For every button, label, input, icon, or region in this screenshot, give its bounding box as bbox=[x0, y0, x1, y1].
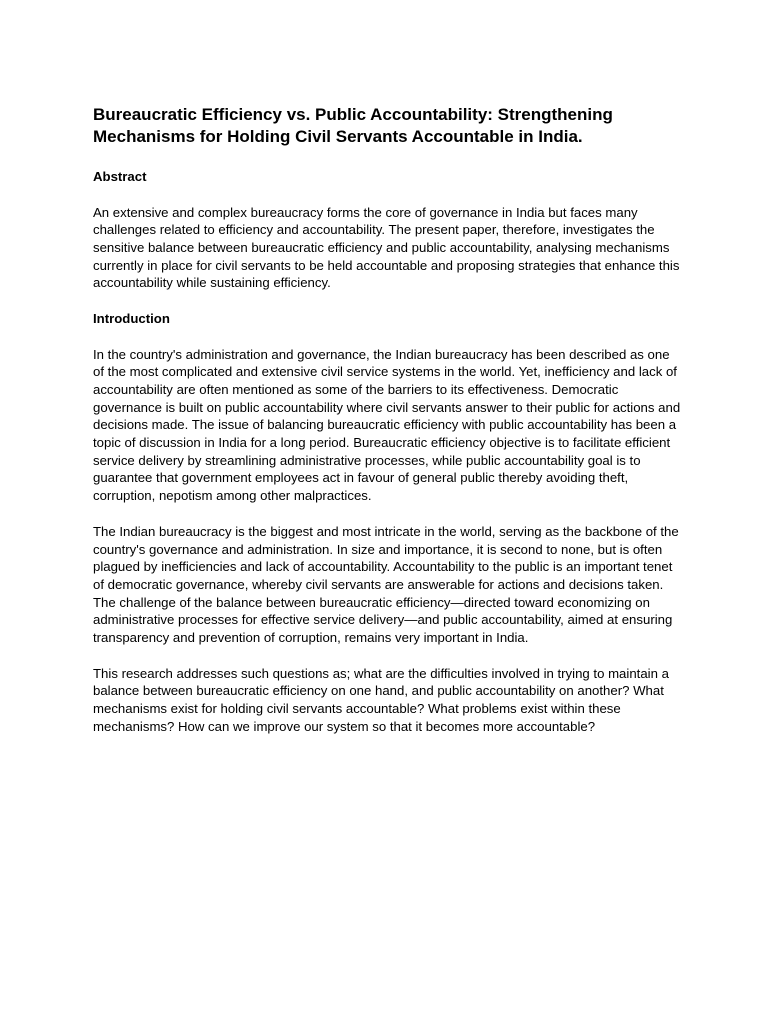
introduction-paragraph-3: This research addresses such questions as; what are the difficulties involved in trying to maintain a balance between bureaucratic efficiency on one hand, and public accountability on another? What mechanisms exist for holding civil servants accountable? What problems exist within these mechanisms? How can we improve our system so that it becomes more accountable? bbox=[93, 665, 669, 734]
introduction-heading: Introduction bbox=[93, 311, 170, 327]
introduction-paragraph-2: The Indian bureaucracy is the biggest and most intricate in the world, serving as the backbone of the country's governance and administration. In size and importance, it is second to none, but is often plagued by inefficiencies and lack of accountability. Accountability to the public is an important tenet of democratic governance, whereby civil servants are answerable for actions and decisions taken. The challenge of the balance between bureaucratic efficiency—directed toward economizing on administrative processes for effective service delivery—and public accountability, aimed at ensuring transparency and prevention of corruption, remains very important in India. bbox=[93, 523, 679, 646]
document-page bbox=[93, 104, 683, 754]
introduction-paragraph-1: In the country's administration and governance, the Indian bureaucracy has been described as one of the most complicated and extensive civil service systems in the world. Yet, inefficiency and lack of accountability are often mentioned as some of the barriers to its effectiveness. Democratic governance is built on public accountability where civil servants answer to their public for actions and decisions made. The issue of balancing bureaucratic efficiency with public accountability has been a topic of discussion in India for a long period. Bureaucratic efficiency objective is to facilitate efficient service delivery by streamlining administrative processes, while public accountability goal is to guarantee that government employees act in favour of general public thereby avoiding theft, corruption, nepotism among other malpractices. bbox=[93, 346, 681, 504]
introduction-section bbox=[93, 310, 683, 736]
document-title: Bureaucratic Efficiency vs. Public Accountability: Strengthening Mechanisms for Holding Civil Servants Accountable in India. bbox=[93, 105, 613, 146]
abstract-heading: Abstract bbox=[93, 169, 147, 184]
abstract-section bbox=[93, 168, 683, 292]
abstract-paragraph: An extensive and complex bureaucracy forms the core of governance in India but faces many challenges related to efficiency and accountability. The present paper, therefore, investigates the sensitive balance between bureaucratic efficiency and public accountability, analysing mechanisms currently in place for civil servants to be held accountable and proposing strategies that enhance this accountability while sustaining efficiency. bbox=[93, 204, 680, 291]
